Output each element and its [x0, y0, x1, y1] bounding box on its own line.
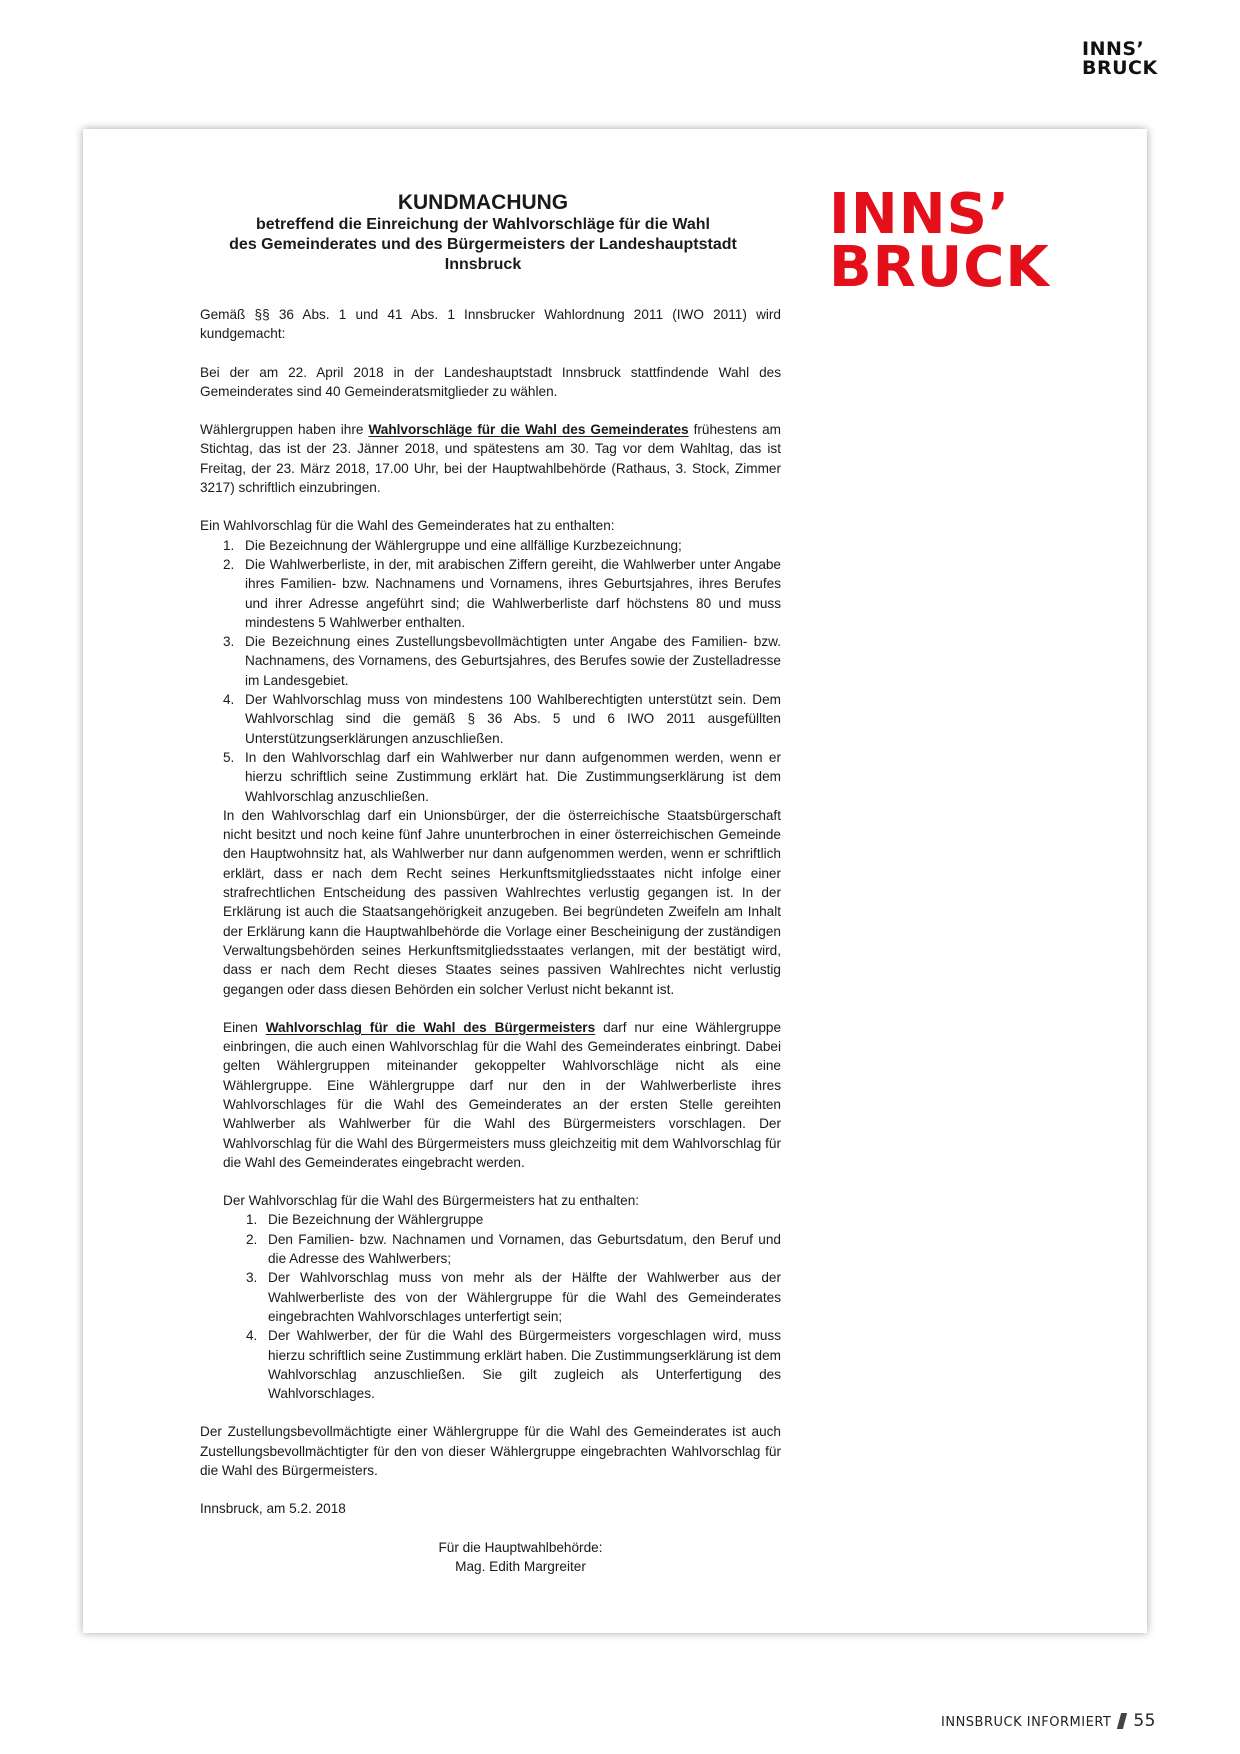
document-subtitle-2: des Gemeinderates und des Bürgermeisters der Landeshauptstadt [229, 236, 737, 253]
mayor-requirements-list [200, 1210, 781, 1403]
signature-role: Für die Hauptwahlbehörde: [438, 1539, 603, 1555]
mayor-contents-intro: Der Wahlvorschlag für die Wahl des Bürgermeisters hat zu enthalten: [223, 1193, 640, 1209]
mayor-text-end: darf nur eine Wählergruppe einbringen, die auch einen Wahlvorschlag für die Wahl des Gemeinderates einbringt. Dabei gelten Wählergruppen miteinander gekoppelter Wahlvorschläge nicht als eine Wählergruppe. Eine Wählergruppe darf nur den in der Wahlwerberliste ihres Wahlvorschlages für die Wahl des Gemeinderates an der ersten Stelle gereihten Wahlwerber als Wahlwerber für die Wahl des Bürgermeisters vorschlagen. Der Wahlvorschlag für die Wahl des Bürgermeisters muss gleichzeitig mit dem Wahlvorschlag für die Wahl des Gemeinderates eingebracht werden. [223, 1019, 782, 1170]
election-paragraph: Bei der am 22. April 2018 in der Landeshauptstadt Innsbruck stattfindende Wahl des Gemeinderates sind 40 Gemeinderatsmitglieder zu wählen. [200, 364, 781, 399]
list-item [246, 1230, 781, 1269]
list-number: 2. [223, 556, 235, 572]
list-number: 3. [223, 634, 235, 650]
closing-paragraph: Der Zustellungsbevollmächtigte einer Wählergruppe für die Wahl des Gemeinderates ist auch Zustellungsbevollmächtigter für den von dieser Wählergruppe eingebrachten Wahlvorschlag für die Wahl des Bürgermeisters. [200, 1424, 781, 1479]
list-text: Der Wahlvorschlag muss von mehr als der Hälfte der Wahlwerber aus der Wahlwerberliste des von der Wählergruppe für die Wahl des Gemeinderates eingebrachten Wahlvorschlages unterfertigt sein; [268, 1270, 781, 1324]
list-item [223, 748, 781, 806]
corner-logo-line1: INNS’ [1082, 38, 1145, 60]
list-text: Den Familien- bzw. Nachnamen und Vornamen, das Geburtsdatum, den Beruf und die Adresse des Wahlwerbers; [268, 1231, 781, 1267]
mayor-text-start: Einen [223, 1019, 266, 1035]
list-text: Die Bezeichnung der Wählergruppe und eine allfällige Kurzbezeichnung; [245, 537, 682, 553]
legal-basis-paragraph: Gemäß §§ 36 Abs. 1 und 41 Abs. 1 Innsbrucker Wahlordnung 2011 (IWO 2011) wird kundgemacht: [200, 307, 781, 342]
list-text: Der Wahlvorschlag muss von mindestens 100 Wahlberechtigten unterstützt sein. Dem Wahlvorschlag sind die gemäß § 36 Abs. 5 und 6 IWO 2011 ausgefüllten Unterstützungserklärungen anzuschließen. [245, 692, 781, 746]
innsbruck-logo-line1: INNS’ [829, 182, 1011, 247]
document-subtitle-3: Innsbruck [444, 256, 522, 273]
notice-document [83, 129, 1147, 1633]
submission-text-start: Wählergruppen haben ihre [200, 422, 369, 438]
list-item [246, 1326, 781, 1403]
mayor-underlined: Wahlvorschlag für die Wahl des Bürgermeisters [265, 1019, 596, 1035]
innsbruck-logo [829, 182, 1050, 300]
council-requirements-list [200, 536, 781, 806]
list-number: 2. [246, 1231, 258, 1247]
document-heading [203, 191, 763, 275]
document-subtitle-1: betreffend die Einreichung der Wahlvorschläge für die Wahl [256, 216, 710, 233]
page-number: 55 [1133, 1711, 1156, 1731]
list-text: In den Wahlvorschlag darf ein Wahlwerber nur dann aufgenommen werden, wenn er hierzu schriftlich seine Zustimmung erklärt hat. Die Zustimmungserklärung ist dem Wahlvorschlag anzuschließen. [245, 749, 781, 804]
list-item [246, 1268, 781, 1326]
list-number: 4. [246, 1328, 258, 1344]
list-number: 4. [223, 692, 235, 708]
innsbruck-logo-line2: BRUCK [829, 235, 1050, 300]
document-title: KUNDMACHUNG [397, 191, 569, 214]
corner-logo-line2: BRUCK [1082, 57, 1158, 79]
signature-name: Mag. Edith Margreiter [455, 1558, 586, 1574]
contents-intro: Ein Wahlvorschlag für die Wahl des Gemeinderates hat zu enthalten: [200, 518, 615, 534]
submission-text-end: frühestens am Stichtag, das ist der 23. Jänner 2018, und spätestens am 30. Tag vor dem Wahltag, das ist Freitag, der 23. März 2018, 17.00 Uhr, bei der Hauptwahlbehörde (Rathaus, 3. Stock, Zimmer 3217) schriftlich einzubringen. [200, 422, 782, 496]
mayor-paragraph [200, 1018, 781, 1172]
list-item [223, 536, 781, 555]
list-text: Der Wahlwerber, der für die Wahl des Bürgermeisters vorgeschlagen wird, muss hierzu schriftlich seine Zustimmung erklärt haben. Die Zustimmungserklärung ist dem Wahlvorschlag anzuschließen. Sie gilt zugleich als Unterfertigung des Wahlvorschlages. [268, 1328, 781, 1402]
submission-underlined: Wahlvorschläge für die Wahl des Gemeinderates [368, 422, 689, 438]
list-text: Die Bezeichnung eines Zustellungsbevollmächtigten unter Angabe des Familien- bzw. Nachnamens, des Vornamens, des Geburtsjahres, des Berufes sowie der Zustelladresse im Landesgebiet. [245, 634, 781, 688]
corner-logo [1082, 40, 1158, 78]
list-item [223, 690, 781, 748]
place-date: Innsbruck, am 5.2. 2018 [200, 1501, 346, 1517]
document-body [200, 305, 781, 1576]
list-item [246, 1210, 781, 1229]
list-number: 5. [223, 749, 235, 765]
list-item [223, 632, 781, 690]
list-number: 1. [223, 537, 235, 553]
list-number: 3. [246, 1270, 258, 1286]
list-text: Die Bezeichnung der Wählergruppe [268, 1212, 484, 1228]
publication-name: INNSBRUCK INFORMIERT [941, 1715, 1112, 1730]
list-number: 1. [246, 1212, 258, 1228]
submission-paragraph [200, 420, 781, 497]
footer-divider [1117, 1713, 1127, 1729]
list-item [223, 555, 781, 632]
union-citizen-paragraph: In den Wahlvorschlag darf ein Unionsbürger, der die österreichische Staatsbürgerschaft nicht besitzt und noch keine fünf Jahre ununterbrochen in einer österreichischen Gemeinde den Hauptwohnsitz hat, als Wahlwerber nur dann aufgenommen werden, wenn er schriftlich erklärt, dass er nach dem Recht seines Herkunftsmitgliedsstaates nicht infolge einer strafrechtlichen Entscheidung des passiven Wahlrechtes verlustig gegangen ist. In der Erklärung ist auch die Staatsangehörigkeit anzugeben. Bei begründeten Zweifeln am Inhalt der Erklärung kann die Hauptwahlbehörde die Vorlage einer Bescheinigung der zuständigen Verwaltungsbehörden seines Herkunftsmitgliedsstaates verlangen, mit der bestätigt wird, dass er nach dem Recht dieses Staates seines passiven Wahlrechtes nicht verlustig gegangen oder dass diesen Behörden ein solcher Verlust nicht bekannt ist. [223, 807, 781, 997]
page-footer [941, 1711, 1156, 1731]
list-text: Die Wahlwerberliste, in der, mit arabischen Ziffern gereiht, die Wahlwerber unter Angabe ihres Familien- bzw. Nachnamens und Vornamens, ihres Geburtsjahres, ihres Berufes und ihrer Adresse angeführt sind; die Wahlwerberliste darf höchstens 80 und muss mindestens 5 Wahlwerber enthalten. [245, 556, 781, 630]
